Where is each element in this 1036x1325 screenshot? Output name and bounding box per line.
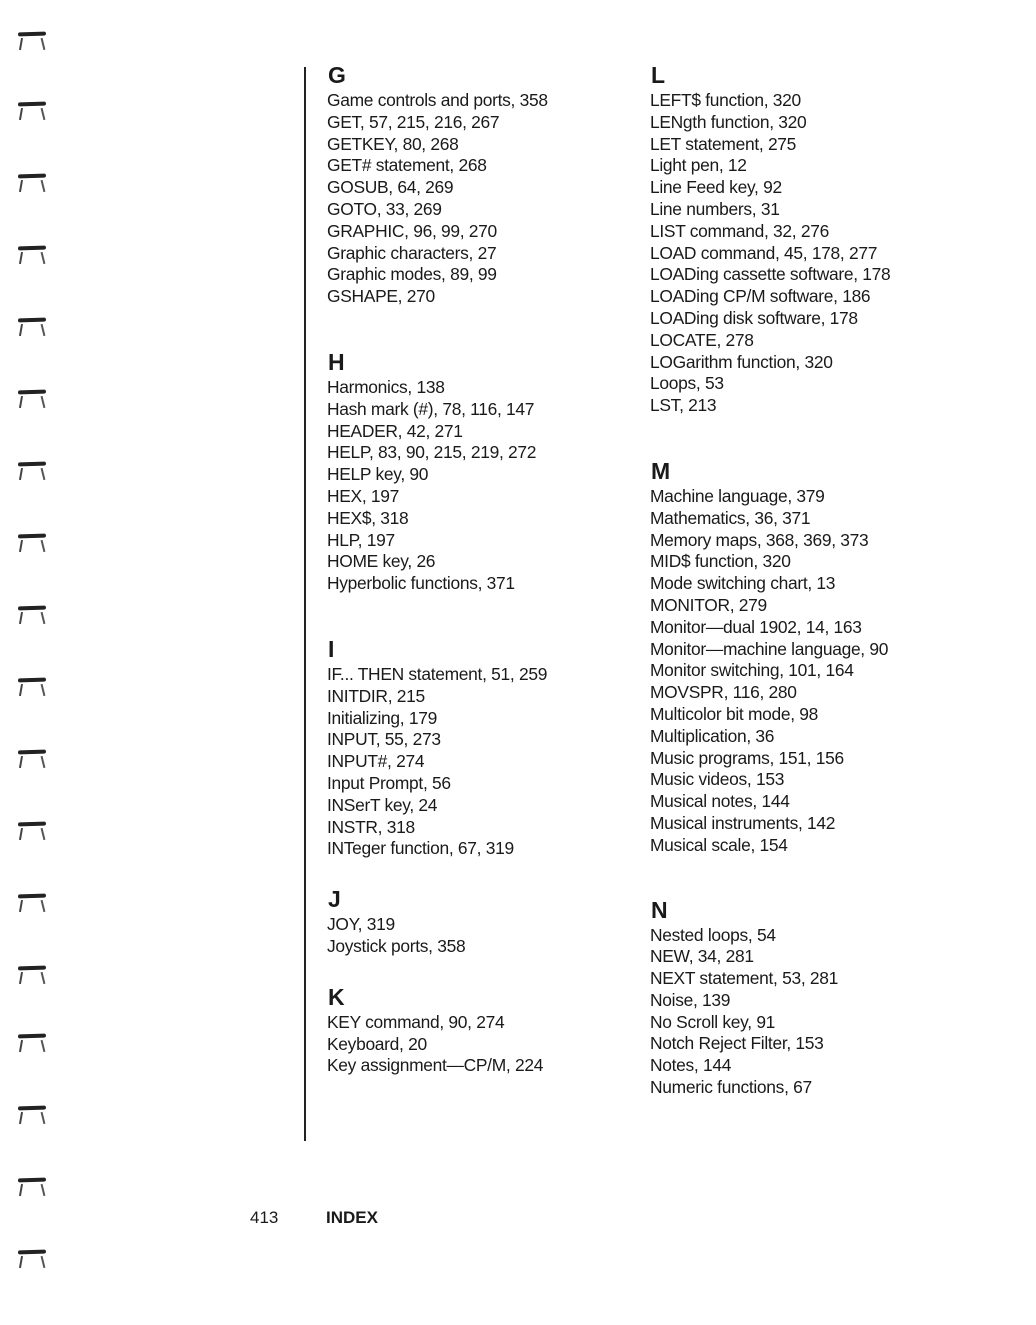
index-entry: LST, 213 xyxy=(650,395,717,416)
index-entry: KEY command, 90, 274 xyxy=(327,1011,505,1032)
index-entry: GETKEY, 80, 268 xyxy=(327,133,459,154)
binding-hole xyxy=(18,678,48,702)
index-section-n xyxy=(650,897,980,1099)
section-letter: L xyxy=(651,62,666,88)
index-entry: Musical scale, 154 xyxy=(650,834,788,855)
index-entry: LET statement, 275 xyxy=(650,133,797,154)
entry-list xyxy=(650,486,980,857)
index-entry: GOSUB, 64, 269 xyxy=(327,177,454,198)
index-entry: INPUT#, 274 xyxy=(327,751,425,772)
index-entry: INTeger function, 67, 319 xyxy=(327,838,514,859)
binding-hole xyxy=(18,534,48,558)
entry-list xyxy=(327,664,657,860)
binding-hole xyxy=(18,462,48,486)
section-letter: I xyxy=(328,635,335,662)
index-entry: Music programs, 151, 156 xyxy=(650,747,844,768)
index-entry: IF... THEN statement, 51, 259 xyxy=(327,663,548,684)
index-entry: Monitor—machine language, 90 xyxy=(650,638,889,659)
index-entry: INITDIR, 215 xyxy=(327,685,425,706)
index-entry: Key assignment—CP/M, 224 xyxy=(327,1055,544,1076)
index-entry: Monitor—dual 1902, 14, 163 xyxy=(650,616,862,637)
index-entry: MOVSPR, 116, 280 xyxy=(650,682,797,703)
index-entry: Musical notes, 144 xyxy=(650,791,790,812)
index-section-m xyxy=(650,458,980,857)
index-entry: Harmonics, 138 xyxy=(327,376,445,397)
index-section-l xyxy=(650,62,980,417)
section-letter: M xyxy=(651,457,671,484)
index-entry: Multicolor bit mode, 98 xyxy=(650,703,819,724)
binding-hole xyxy=(18,390,48,414)
index-entry: LOADing CP/M software, 186 xyxy=(650,286,871,307)
index-entry: Game controls and ports, 358 xyxy=(327,90,548,110)
binding-hole xyxy=(18,1034,48,1058)
index-entry: LOADing cassette software, 178 xyxy=(650,264,891,285)
spiral-binding xyxy=(14,28,54,1288)
binding-hole xyxy=(18,102,48,126)
index-entry: LENgth function, 320 xyxy=(650,111,807,132)
binding-hole xyxy=(18,1106,48,1130)
section-letter: G xyxy=(328,62,346,88)
index-entry: Noise, 139 xyxy=(650,989,731,1010)
index-entry: GRAPHIC, 96, 99, 270 xyxy=(327,220,497,241)
index-entry: Musical instruments, 142 xyxy=(650,812,836,833)
index-entry: Input Prompt, 56 xyxy=(327,772,451,793)
index-entry: Graphic modes, 89, 99 xyxy=(327,264,497,285)
index-entry: Initializing, 179 xyxy=(327,707,437,728)
index-entry: No Scroll key, 91 xyxy=(650,1011,776,1032)
index-entry: NEW, 34, 281 xyxy=(650,946,754,967)
binding-hole xyxy=(18,894,48,918)
index-entry: Graphic characters, 27 xyxy=(327,242,497,263)
index-entry: Keyboard, 20 xyxy=(327,1033,427,1054)
section-letter: K xyxy=(328,983,345,1010)
index-entry: Hyperbolic functions, 371 xyxy=(327,573,515,594)
index-entry: Notes, 144 xyxy=(650,1055,732,1076)
index-entry: NEXT statement, 53, 281 xyxy=(650,968,839,989)
section-letter: H xyxy=(328,348,345,375)
binding-hole xyxy=(18,966,48,990)
index-entry: Multiplication, 36 xyxy=(650,725,775,746)
index-entry: HEADER, 42, 271 xyxy=(327,420,463,441)
binding-hole xyxy=(18,606,48,630)
binding-hole xyxy=(18,1178,48,1202)
index-section-j xyxy=(327,886,657,958)
index-entry: HLP, 197 xyxy=(327,529,395,550)
entry-list xyxy=(327,914,657,958)
page-number: 413 xyxy=(250,1208,279,1227)
index-entry: Memory maps, 368, 369, 373 xyxy=(650,529,869,550)
index-entry: INSerT key, 24 xyxy=(327,794,438,815)
binding-hole xyxy=(18,246,48,270)
index-entry: HELP key, 90 xyxy=(327,464,429,485)
index-entry: Joystick ports, 358 xyxy=(327,935,466,956)
index-entry: Machine language, 379 xyxy=(650,485,825,506)
index-entry: GET# statement, 268 xyxy=(327,155,487,176)
index-entry: INPUT, 55, 273 xyxy=(327,729,441,750)
binding-hole xyxy=(18,174,48,198)
index-entry: HEX, 197 xyxy=(327,485,400,506)
binding-hole xyxy=(18,318,48,342)
index-column-left xyxy=(327,62,657,1077)
index-entry: Monitor switching, 101, 164 xyxy=(650,660,854,681)
index-entry: HELP, 83, 90, 215, 219, 272 xyxy=(327,442,537,463)
index-entry: HEX$, 318 xyxy=(327,507,409,528)
index-entry: LOGarithm function, 320 xyxy=(650,351,833,372)
binding-hole xyxy=(18,32,48,56)
index-entry: GSHAPE, 270 xyxy=(327,286,435,307)
index-entry: MONITOR, 279 xyxy=(650,594,767,615)
index-entry: HOME key, 26 xyxy=(327,551,436,572)
index-entry: Music videos, 153 xyxy=(650,769,785,790)
index-entry: GOTO, 33, 269 xyxy=(327,198,442,219)
index-entry: JOY, 319 xyxy=(327,914,395,935)
index-entry: GET, 57, 215, 216, 267 xyxy=(327,111,500,132)
index-entry: LOADing disk software, 178 xyxy=(650,307,858,328)
binding-hole xyxy=(18,750,48,774)
index-entry: Loops, 53 xyxy=(650,373,724,394)
index-section-g xyxy=(327,62,657,308)
index-entry: Notch Reject Filter, 153 xyxy=(650,1033,824,1054)
index-entry: LIST command, 32, 276 xyxy=(650,220,829,241)
index-column-right xyxy=(650,62,980,1099)
index-entry: LOCATE, 278 xyxy=(650,329,754,350)
entry-list xyxy=(650,90,980,417)
section-letter: J xyxy=(328,886,341,913)
entry-list xyxy=(327,90,657,308)
index-entry: Mathematics, 36, 371 xyxy=(650,507,811,528)
entry-list xyxy=(327,1012,657,1077)
index-entry: LEFT$ function, 320 xyxy=(650,90,801,110)
index-entry: Nested loops, 54 xyxy=(650,924,776,945)
column-rule xyxy=(304,67,306,1141)
index-entry: Hash mark (#), 78, 116, 147 xyxy=(327,398,535,419)
binding-hole xyxy=(18,822,48,846)
index-entry: Line numbers, 31 xyxy=(650,198,780,219)
index-entry: Line Feed key, 92 xyxy=(650,177,782,198)
index-section-i xyxy=(327,636,657,860)
running-footer-title: INDEX xyxy=(326,1208,378,1227)
index-entry: Mode switching chart, 13 xyxy=(650,573,836,594)
entry-list xyxy=(327,377,657,595)
index-section-h xyxy=(327,349,657,595)
entry-list xyxy=(650,925,980,1099)
index-entry: LOAD command, 45, 178, 277 xyxy=(650,242,878,263)
index-entry: MID$ function, 320 xyxy=(650,551,791,572)
index-section-k xyxy=(327,984,657,1077)
index-entry: Numeric functions, 67 xyxy=(650,1077,812,1098)
index-entry: INSTR, 318 xyxy=(327,816,415,837)
index-entry: Light pen, 12 xyxy=(650,155,747,176)
binding-hole xyxy=(18,1250,48,1274)
section-letter: N xyxy=(651,896,668,923)
